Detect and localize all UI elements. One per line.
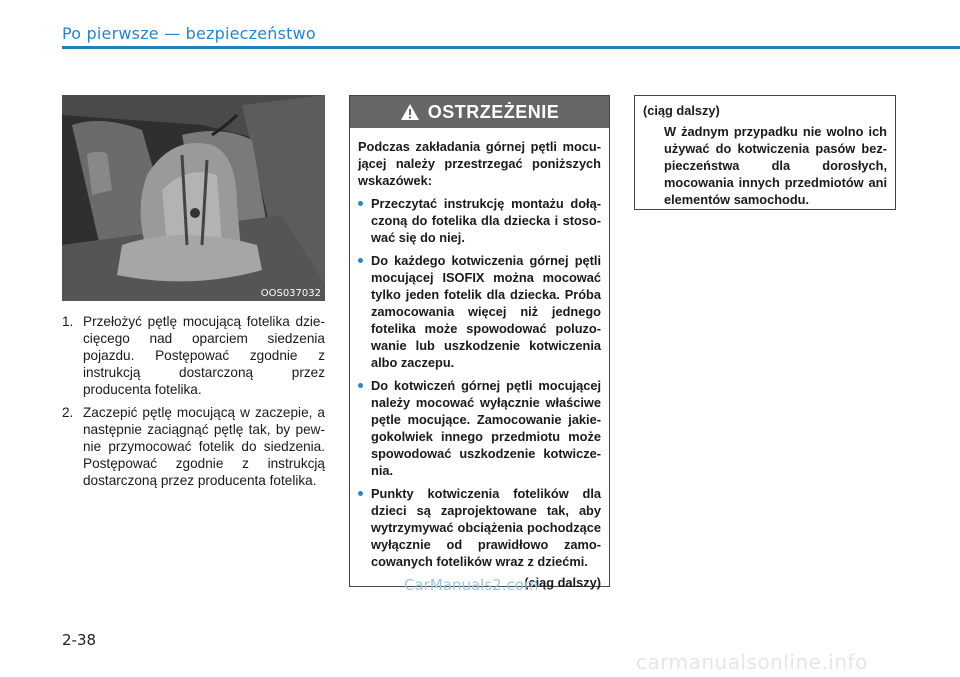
warning-item-text: Do każdego kotwiczenia górnej pętli mocującej ISOFIX można mocować tylko jeden fotelik dla dziecka. Próba zamocowania więcej niż jednego fotelika może spowodować poluzowanie lub uszkodzenie kotwiczenia albo zaczepu. [371,253,601,370]
warning-item-text: Punkty kotwiczenia fotelików dla dzieci są zaprojektowane tak, aby wytrzymywać obciążenia pochodzące wyłącznie od prawidłowo zamocowanych fotelików wraz z dziećmi. [371,486,601,569]
footer-watermark: carmanualsonline.info [636,650,868,674]
step-text: Przełożyć pętlę mocującą fotelika dziecięcego nad oparciem siedzenia pojazdu. Postępować zgodnie z instrukcją dostarczoną przez producenta fotelika. [83,314,325,397]
step-item [62,404,325,489]
bullet-dot-icon [358,258,363,263]
warning-item [358,195,601,246]
warning-triangle-icon [400,103,420,121]
child-seat-illustration [62,95,325,301]
warning-item [358,377,601,479]
figure-caption: OOS037032 [260,288,321,299]
continued-note: (ciąg dalszy) [524,575,601,590]
warning-item [358,252,601,371]
bullet-dot-icon [358,491,363,496]
step-item [62,313,325,398]
step-number: 1. [62,314,74,329]
header-rule [62,46,960,49]
warning-title: OSTRZEŻENIE [427,101,560,122]
child-seat-photo [62,95,325,301]
warning-item [358,485,601,570]
instruction-steps [62,313,325,495]
watermark: CarManuals2.com [404,576,539,594]
bullet-dot-icon [358,383,363,388]
continuation-heading: (ciąg dalszy) [643,103,720,118]
warning-intro: Podczas zakładania górnej pętli mocującej należy przestrzegać poniższych wskazówek: [358,139,601,188]
warning-list [358,195,601,570]
section-title: Po pierwsze — bezpieczeństwo [62,24,316,43]
bullet-dot-icon [358,201,363,206]
warning-box [349,95,610,590]
continuation-box [634,95,896,210]
warning-item-text: Przeczytać instrukcję montażu dołączoną do fotelika dla dziecka i stosować się do niej. [371,196,601,245]
continuation-text: W żadnym przypadku nie wolno ich używać do kotwiczenia pasów bezpieczeństwa dla dorosłych, mocowania innych przedmiotów ani elementów samochodu. [664,124,887,207]
warning-body [350,128,609,591]
step-text: Zaczepić pętlę mocującą w zaczepie, a następnie zaciągnąć pętlę tak, by pewnie przymocować fotelik do siedzenia. Postępować zgodnie z instrukcją dostarczoną przez producenta fotelika. [83,405,325,488]
step-number: 2. [62,405,74,420]
page-number: 2-38 [62,631,97,649]
warning-item-text: Do kotwiczeń górnej pętli mocującej należy mocować wyłącznie właściwe pętle mocujące. Zamocowanie jakiegokolwiek innego przedmiotu może spowodować uszkodzenie kotwiczenia. [371,378,601,478]
warning-header [350,96,609,128]
